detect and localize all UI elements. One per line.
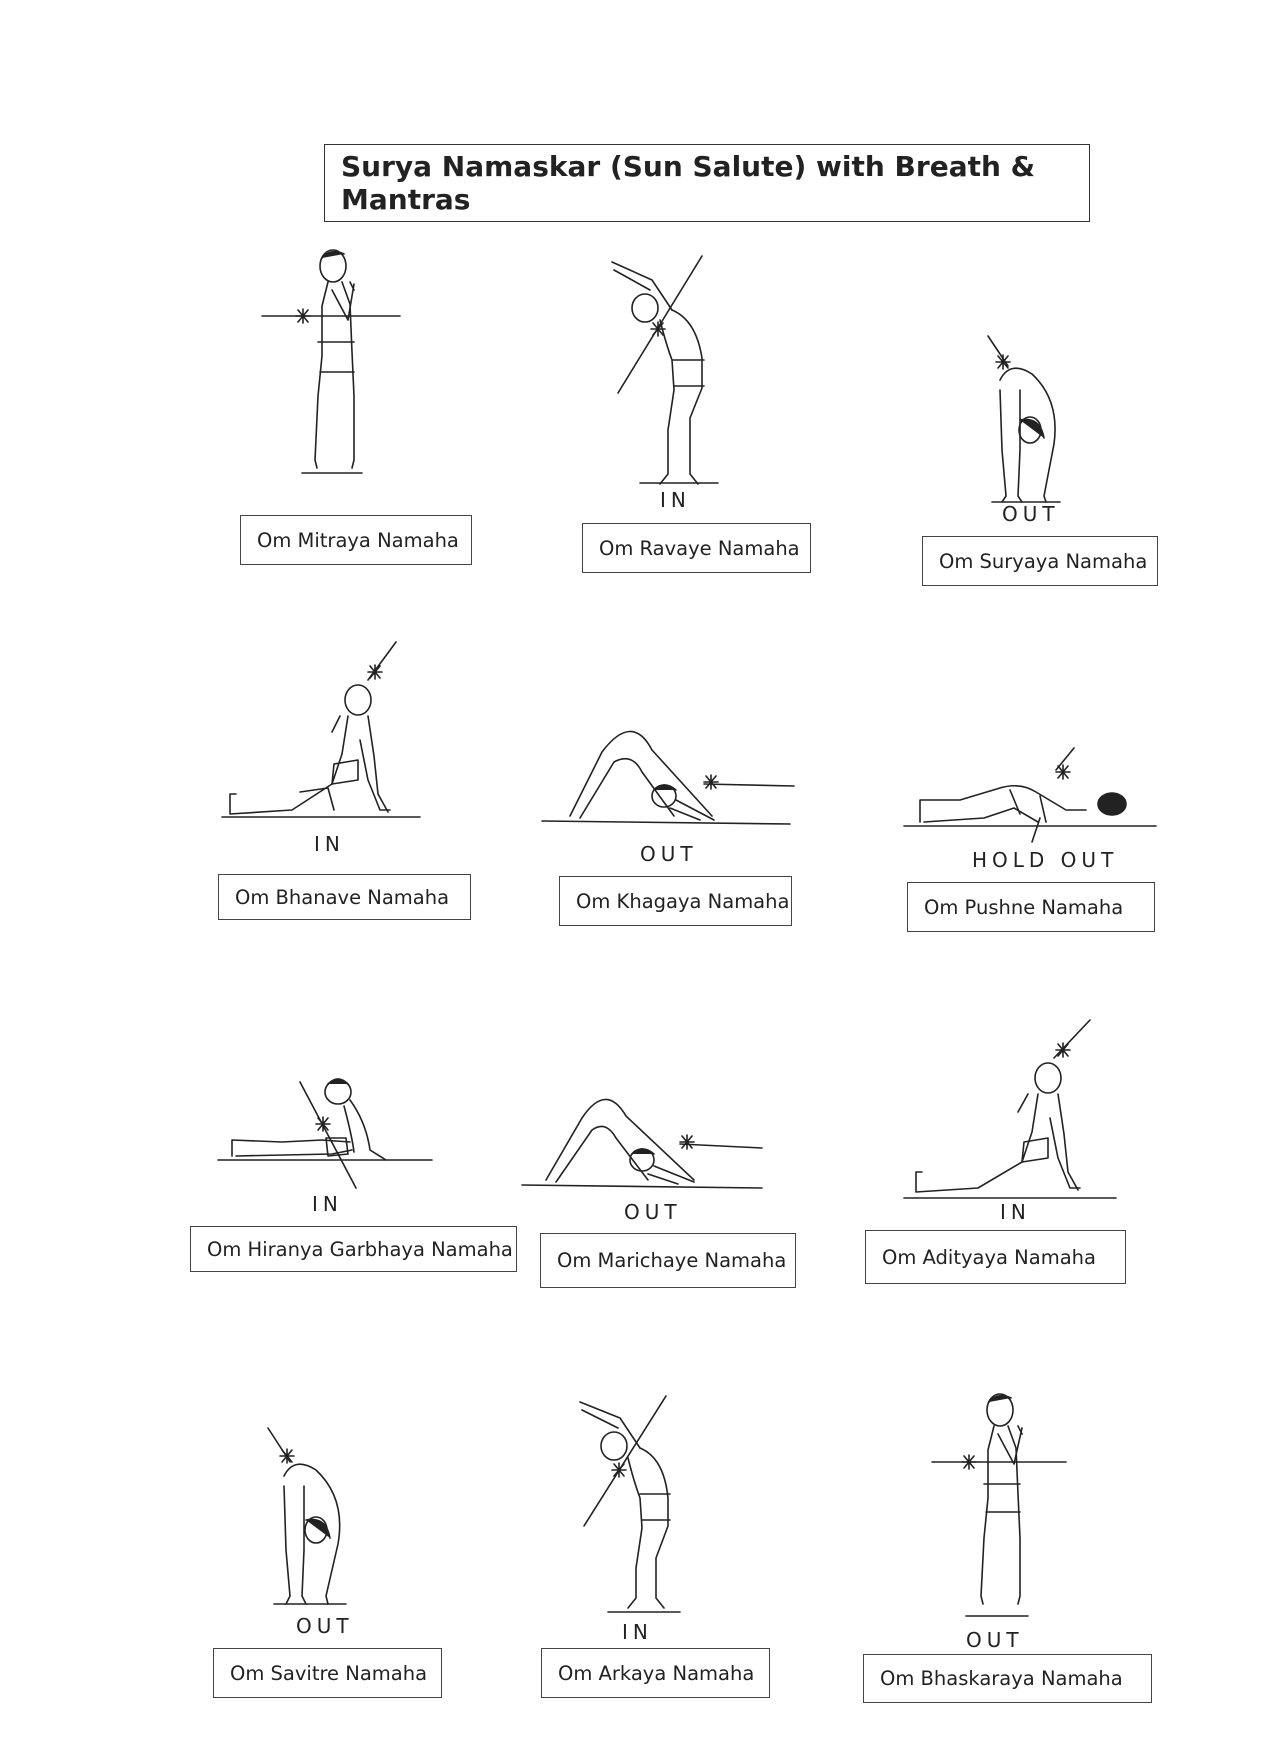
pose-7-mantra-label: Om Hiranya Garbhaya Namaha xyxy=(190,1226,517,1272)
pose-4-mantra-label: Om Bhanave Namaha xyxy=(218,874,471,920)
pose-6-mantra-label: Om Pushne Namaha xyxy=(907,882,1155,932)
pose-8-breath-cue: OUT xyxy=(624,1200,682,1224)
pose-8-mantra-label: Om Marichaye Namaha xyxy=(540,1233,796,1288)
pose-12-mantra-label: Om Bhaskaraya Namaha xyxy=(863,1654,1152,1703)
pose-7-breath-cue: IN xyxy=(312,1192,343,1216)
pose-4-breath-cue: IN xyxy=(314,832,345,856)
pose-11-breath-cue: IN xyxy=(622,1620,653,1644)
pose-1-mantra-label: Om Mitraya Namaha xyxy=(240,515,472,565)
pose-5-mantra-label: Om Khagaya Namaha xyxy=(559,876,792,926)
pose-12-breath-cue: OUT xyxy=(966,1628,1024,1652)
pose-9-mantra-label: Om Adityaya Namaha xyxy=(865,1230,1126,1284)
pose-10-mantra-label: Om Savitre Namaha xyxy=(213,1648,442,1698)
pose-3-breath-cue: OUT xyxy=(1002,502,1060,526)
pose-9-breath-cue: IN xyxy=(1000,1200,1031,1224)
pose-2-breath-cue: IN xyxy=(660,488,691,512)
page-title: Surya Namaskar (Sun Salute) with Breath & Mantras xyxy=(324,144,1090,222)
pose-11-mantra-label: Om Arkaya Namaha xyxy=(541,1648,770,1698)
pose-5-breath-cue: OUT xyxy=(640,842,698,866)
pose-10-breath-cue: OUT xyxy=(296,1614,354,1638)
pose-2-mantra-label: Om Ravaye Namaha xyxy=(582,523,811,573)
pose-3-mantra-label: Om Suryaya Namaha xyxy=(922,536,1158,586)
pose-6-breath-cue: HOLD OUT xyxy=(972,848,1119,872)
